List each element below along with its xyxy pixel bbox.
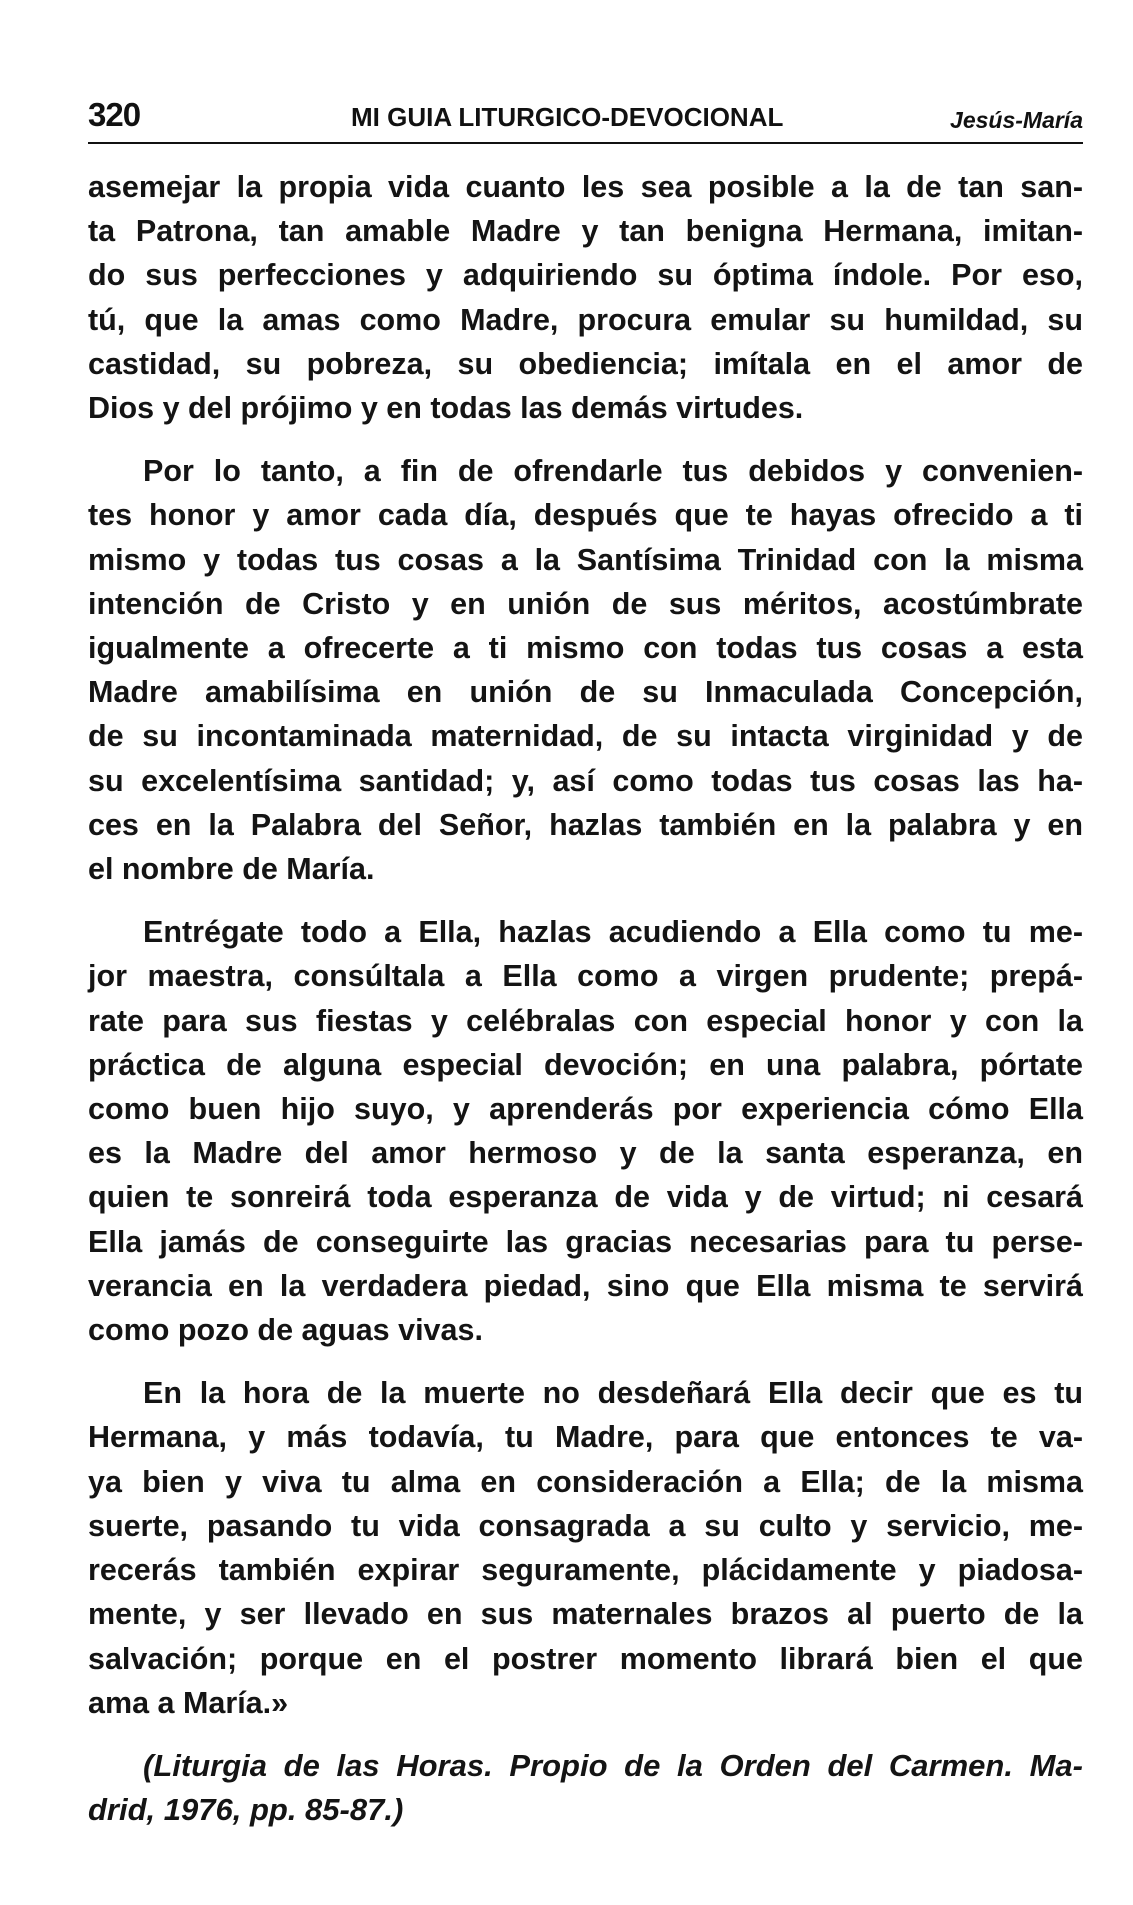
text-line: Dios y del prójimo y en todas las demás virtudes.	[88, 391, 804, 426]
citation-line: (Liturgia de las Horas. Propio de la Orden del Carmen. Ma-	[143, 1747, 1083, 1783]
text-line: Entrégate todo a Ella, hazlas acudiendo a Ella como tu me-	[143, 915, 1083, 950]
text-line: intención de Cristo y en unión de sus méritos, acostúmbrate	[88, 586, 1083, 621]
page-number: 320	[88, 96, 141, 133]
text-line: castidad, su pobreza, su obediencia; imítala en el amor de	[88, 346, 1083, 381]
text-line: Madre amabilísima en unión de su Inmaculada Concepción,	[88, 675, 1083, 710]
text-line: ama a María.»	[88, 1685, 289, 1720]
text-line: de su incontaminada maternidad, de su intacta virginidad y de	[88, 719, 1083, 754]
text-line: En la hora de la muerte no desdeñará Ella decir que es tu	[143, 1376, 1083, 1411]
text-line: mismo y todas tus cosas a la Santísima Trinidad con la misma	[88, 542, 1083, 577]
paragraph-4	[88, 1371, 1083, 1725]
text-line: ta Patrona, tan amable Madre y tan benigna Hermana, imitan-	[88, 214, 1083, 249]
paragraph-2	[88, 449, 1083, 891]
book-title: MI GUIA LITURGICO-DEVOCIONAL	[351, 102, 784, 132]
text-line: suerte, pasando tu vida consagrada a su culto y servicio, me-	[88, 1508, 1083, 1543]
text-line: rate para sus fiestas y celébralas con especial honor y con la	[88, 1003, 1083, 1038]
paragraph-3	[88, 910, 1083, 1352]
text-line: jor maestra, consúltala a Ella como a virgen prudente; prepá-	[88, 959, 1083, 994]
body-text	[88, 165, 1083, 1851]
citation-line: drid, 1976, pp. 85-87.)	[88, 1792, 404, 1828]
text-line: quien te sonreirá toda esperanza de vida y de virtud; ni cesará	[88, 1180, 1083, 1215]
text-line: Por lo tanto, a fin de ofrendarle tus debidos y convenien-	[143, 454, 1083, 489]
text-line: como buen hijo suyo, y aprenderás por experiencia cómo Ella	[88, 1092, 1083, 1127]
section-title: Jesús-María	[950, 107, 1083, 133]
text-line: tú, que la amas como Madre, procura emular su humildad, su	[88, 302, 1083, 337]
text-line: asemejar la propia vida cuanto les sea posible a la de tan san-	[88, 170, 1083, 204]
text-line: igualmente a ofrecerte a ti mismo con todas tus cosas a esta	[88, 631, 1083, 666]
running-head	[88, 96, 1083, 144]
text-line: ces en la Palabra del Señor, hazlas también en la palabra y en	[88, 807, 1083, 842]
text-line: recerás también expirar seguramente, plácidamente y piadosa-	[88, 1553, 1083, 1588]
text-line: tes honor y amor cada día, después que te hayas ofrecido a ti	[88, 498, 1083, 533]
text-line: do sus perfecciones y adquiriendo su óptima índole. Por eso,	[88, 258, 1083, 293]
paragraph-1	[88, 165, 1083, 430]
text-line: práctica de alguna especial devoción; en una palabra, pórtate	[88, 1047, 1083, 1082]
citation	[88, 1744, 1083, 1832]
text-line: Ella jamás de conseguirte las gracias necesarias para tu perse-	[88, 1224, 1083, 1259]
text-line: su excelentísima santidad; y, así como todas tus cosas las ha-	[88, 763, 1083, 798]
text-line: ya bien y viva tu alma en consideración a Ella; de la misma	[88, 1464, 1083, 1499]
text-line: el nombre de María.	[88, 852, 375, 887]
text-line: mente, y ser llevado en sus maternales brazos al puerto de la	[88, 1597, 1083, 1632]
text-line: Hermana, y más todavía, tu Madre, para que entonces te va-	[88, 1420, 1083, 1455]
text-line: es la Madre del amor hermoso y de la santa esperanza, en	[88, 1136, 1083, 1171]
text-line: salvación; porque en el postrer momento librará bien el que	[88, 1641, 1083, 1676]
text-line: verancia en la verdadera piedad, sino que Ella misma te servirá	[88, 1268, 1083, 1303]
text-line: como pozo de aguas vivas.	[88, 1313, 483, 1348]
